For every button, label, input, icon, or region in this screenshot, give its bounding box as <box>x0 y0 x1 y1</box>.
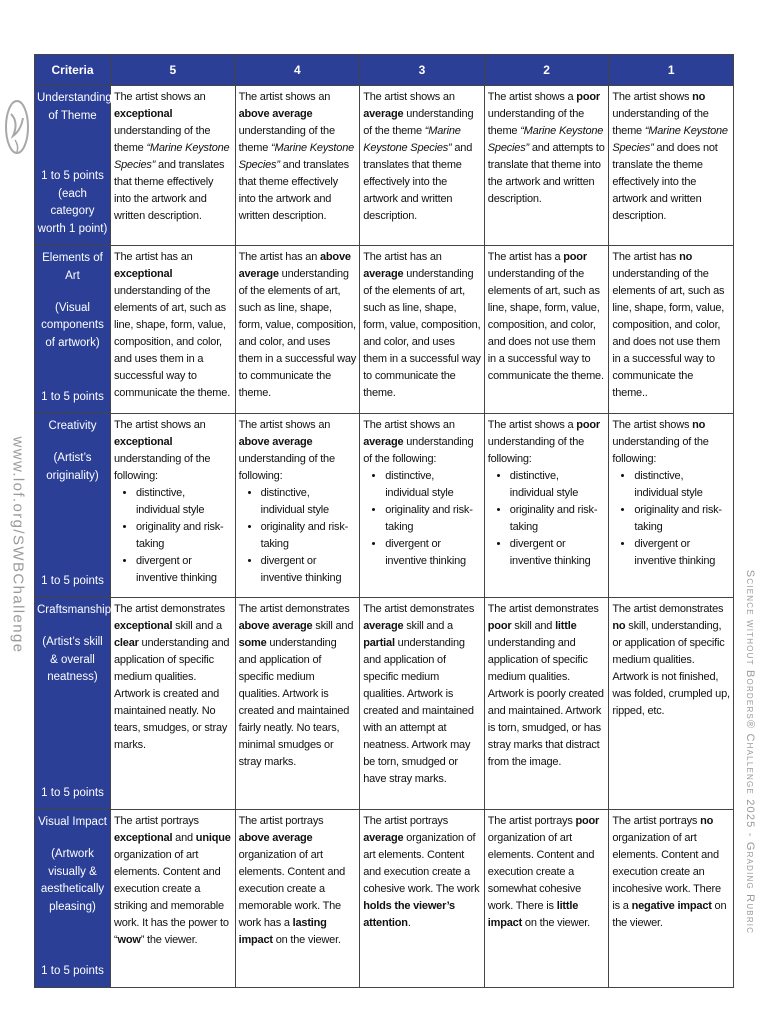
emphasis-text: little <box>555 620 577 633</box>
criteria-bullet: • originality and risk-taking <box>136 519 232 553</box>
description-text: The artist shows an <box>114 91 206 103</box>
description-text: The artist has an <box>363 251 442 263</box>
description-text: . <box>407 917 411 930</box>
emphasis-text: above average <box>238 108 313 121</box>
criteria-points: 1 to 5 points <box>41 965 104 978</box>
criteria-bullet: • originality and risk-taking <box>634 502 730 536</box>
criteria-cell <box>35 598 111 810</box>
criteria-bullet: • distinctive, individual style <box>136 485 232 519</box>
description-text: The artist has a <box>487 251 564 263</box>
score-4-description <box>235 810 360 988</box>
score-2-description <box>484 598 609 810</box>
website-url[interactable]: www.lof.org/SWBChallenge <box>9 436 27 654</box>
criteria-cell <box>35 810 111 988</box>
description-text: The artist shows a <box>487 91 577 103</box>
description-text: The artist portrays <box>487 815 576 827</box>
description-text: The artist has an <box>238 251 320 263</box>
emphasis-text: above average <box>238 436 313 449</box>
criteria-name: Elements of Art <box>42 252 103 282</box>
grading-rubric-table <box>34 54 734 988</box>
emphasis-text: average <box>363 268 404 281</box>
emphasis-text: no <box>612 620 626 633</box>
description-text: organization of art elements. Content and execution create an incohesive work. There is a <box>612 832 721 913</box>
emphasis-text: negative impact <box>631 900 712 913</box>
emphasis-text: exceptional <box>114 436 173 449</box>
criteria-name: Understanding of Theme <box>37 92 112 122</box>
description-text: understanding of the theme <box>238 125 335 155</box>
score-5-description <box>111 810 236 988</box>
emphasis-text: average <box>363 620 404 633</box>
description-text: The artist shows <box>612 419 693 431</box>
score-3-description <box>360 810 485 988</box>
criteria-name: Craftsmanship <box>37 604 112 616</box>
description-text: and translates that theme effectively into the artwork and written description. <box>114 159 225 223</box>
description-text: understanding of the theme <box>612 108 709 138</box>
description-text: understanding and application of specific medium qualities. Artwork is created and maintained neatly. No tears, smudges, or stray marks. <box>114 637 230 752</box>
emphasis-text: poor <box>576 91 600 103</box>
description-text: understanding and application of specific medium qualities. Artwork is created and maintained fairly neatly. No tears, minimal smudges or stray marks. <box>238 637 350 769</box>
score-1-description <box>609 414 734 598</box>
description-text: organization of art elements. Content and execution create a memorable work. The work has a <box>238 849 346 930</box>
description-text: The artist portrays <box>612 815 701 827</box>
criteria-bullet-list <box>114 485 232 587</box>
emphasis-text: exceptional <box>114 832 173 845</box>
criteria-bullet: • divergent or inventive thinking <box>510 536 606 570</box>
emphasis-text: exceptional <box>114 620 173 633</box>
criteria-bullet: • originality and risk-taking <box>261 519 357 553</box>
description-text: organization of art elements. Content and execution create a somewhat cohesive work. There is <box>487 832 595 913</box>
score-2-description <box>484 414 609 598</box>
description-text: on the viewer. <box>612 900 727 930</box>
description-text: and translates that theme effectively into the artwork and written description. <box>238 159 349 223</box>
score-4-description <box>235 86 360 246</box>
description-text: organization of art elements. Content and execution create a striking and memorable work. It has the power to “ <box>114 849 229 947</box>
criteria-cell <box>35 86 111 246</box>
criteria-bullet: • originality and risk-taking <box>510 502 606 536</box>
description-text: The artist demonstrates <box>114 603 225 615</box>
emphasis-text: clear <box>114 637 139 650</box>
emphasis-text: no <box>692 91 706 103</box>
description-text: The artist portrays <box>363 815 449 827</box>
description-text: understanding and application of specific medium qualities. Artwork is created and maintained with an attempt at neatness. Artwork may be torn, smudged or have stray marks. <box>363 637 474 786</box>
emphasis-text: no <box>700 815 714 827</box>
criteria-points: 1 to 5 points (each category worth 1 point) <box>37 169 108 236</box>
theme-text: “Marine Keystone Species” <box>487 125 604 155</box>
criteria-bullet: • distinctive, individual style <box>510 468 606 502</box>
theme-text: “Marine Keystone Species” <box>238 142 355 172</box>
description-text: The artist has <box>612 251 680 263</box>
score-3-description <box>360 414 485 598</box>
rubric-body <box>35 86 734 988</box>
score-2-description <box>484 246 609 414</box>
description-text: on the viewer. <box>522 917 590 930</box>
description-text: understanding of the theme <box>363 108 474 138</box>
description-text: understanding of the following: <box>114 453 211 483</box>
description-text: understanding of the elements of art, such as line, shape, form, value, composition, and color, and uses them in a successful way to communicate the theme. <box>238 268 357 400</box>
description-text: The artist shows <box>612 91 693 103</box>
emphasis-text: partial <box>363 637 395 650</box>
description-text: The artist has an <box>114 251 193 263</box>
criteria-bullet: • divergent or inventive thinking <box>136 553 232 587</box>
emphasis-text: unique <box>195 832 231 845</box>
criteria-points: 1 to 5 points <box>41 391 104 404</box>
header-score-3: 3 <box>360 55 485 86</box>
emphasis-text: some <box>238 637 267 650</box>
description-text: on the viewer. <box>272 934 341 947</box>
emphasis-text: poor <box>487 620 512 633</box>
emphasis-text: no <box>692 419 706 431</box>
theme-text: “Marine Keystone Species” <box>114 142 230 172</box>
emphasis-text: poor <box>575 815 600 827</box>
description-text: The artist demonstrates <box>612 603 724 615</box>
criteria-description: (Visual components of artwork) <box>41 301 104 350</box>
rubric-row <box>35 246 734 414</box>
criteria-bullet: • distinctive, individual style <box>634 468 730 502</box>
criteria-name: Creativity <box>48 420 97 432</box>
criteria-bullet: • divergent or inventive thinking <box>634 536 730 570</box>
criteria-bullet-list <box>612 468 730 570</box>
emphasis-text: holds the viewer’s attention <box>363 900 455 930</box>
emphasis-text: exceptional <box>114 108 173 121</box>
description-text: The artist shows an <box>114 419 206 431</box>
header-score-5: 5 <box>111 55 236 86</box>
description-text: The artist shows a <box>487 419 577 431</box>
emphasis-text: above average <box>238 251 351 281</box>
score-3-description <box>360 86 485 246</box>
theme-text: “Marine Keystone Species” <box>363 125 461 155</box>
description-text: The artist shows an <box>363 91 455 103</box>
description-text: understanding and application of specific medium qualities. Artwork is poorly created and maintained. Artwork is torn, smudged, or has stray marks that distract from the image. <box>487 637 604 769</box>
rubric-row <box>35 86 734 246</box>
criteria-points: 1 to 5 points <box>41 575 104 588</box>
score-1-description <box>609 810 734 988</box>
description-text: understanding of the following: <box>363 436 474 466</box>
emphasis-text: poor <box>576 419 600 431</box>
description-text: The artist shows an <box>238 91 331 103</box>
score-1-description <box>609 246 734 414</box>
score-4-description <box>235 598 360 810</box>
score-5-description <box>111 246 236 414</box>
emphasis-text: above average <box>238 832 313 845</box>
description-text: understanding of the following: <box>487 436 585 466</box>
score-5-description <box>111 86 236 246</box>
emphasis-text: above average <box>238 620 313 633</box>
header-score-4: 4 <box>235 55 360 86</box>
description-text: The artist portrays <box>114 815 199 827</box>
criteria-bullet-list <box>239 485 357 587</box>
rubric-row <box>35 598 734 810</box>
rubric-header <box>35 55 734 86</box>
criteria-bullet: • originality and risk-taking <box>385 502 481 536</box>
description-text: and attempts to translate that theme into the artwork and written description. <box>487 142 605 206</box>
emphasis-text: exceptional <box>114 268 173 281</box>
score-3-description <box>360 246 485 414</box>
description-text: understanding of the elements of art, such as line, shape, form, value, composition, and color, and does not use them in a successful way to communicate the theme. <box>487 268 604 383</box>
description-text: skill and <box>511 620 556 633</box>
description-text: understanding of the elements of art, such as line, shape, form, value, composition, and color, and does not use them in a successful way to communicate the theme.. <box>612 268 725 400</box>
criteria-description: (Artist’s skill & overall neatness) <box>42 635 103 684</box>
description-text: skill and <box>312 620 354 633</box>
score-2-description <box>484 86 609 246</box>
description-text: skill, understanding, or application of specific medium qualities. Artwork is not finished, was folded, crumpled up, ripped, etc. <box>612 620 730 718</box>
description-text: and <box>172 832 196 845</box>
description-text: understanding of the theme <box>487 108 585 138</box>
header-criteria: Criteria <box>35 55 111 86</box>
emphasis-text: little impact <box>487 900 579 930</box>
description-text: skill and a <box>403 620 453 633</box>
description-text: The artist demonstrates <box>363 603 475 615</box>
description-text: The artist demonstrates <box>487 603 599 615</box>
description-text: The artist portrays <box>238 815 324 827</box>
criteria-bullet: • distinctive, individual style <box>261 485 357 519</box>
description-text: and does not translate the theme effectively into the artwork and written description. <box>612 142 718 223</box>
description-text: skill and a <box>172 620 222 633</box>
rubric-row <box>35 810 734 988</box>
criteria-points: 1 to 5 points <box>41 787 104 800</box>
rubric-row <box>35 414 734 598</box>
organization-logo <box>3 96 31 158</box>
description-text: understanding of the theme <box>114 125 211 155</box>
criteria-bullet: • divergent or inventive thinking <box>385 536 481 570</box>
theme-text: “Marine Keystone Species” <box>612 125 728 155</box>
description-text: understanding of the elements of art, such as line, shape, form, value, composition, and color, and uses them in a successful way to communicate the theme. <box>114 285 231 400</box>
criteria-bullet-list <box>488 468 606 570</box>
description-text: The artist shows an <box>363 419 455 431</box>
description-text: organization of art elements. Content and execution create a cohesive work. The work <box>363 832 480 896</box>
score-1-description <box>609 86 734 246</box>
criteria-description: (Artwork visually & aesthetically pleasing) <box>40 847 105 914</box>
score-2-description <box>484 810 609 988</box>
description-text: understanding of the following: <box>612 436 709 466</box>
emphasis-text: average <box>363 832 404 845</box>
description-text: ” the viewer. <box>140 934 198 947</box>
score-5-description <box>111 598 236 810</box>
score-4-description <box>235 246 360 414</box>
criteria-bullet: • divergent or inventive thinking <box>261 553 357 587</box>
emphasis-text: wow <box>117 934 141 947</box>
emphasis-text: average <box>363 436 404 449</box>
emphasis-text: no <box>679 251 693 263</box>
document-title: Science without Borders® Challenge 2025 - Grading Rubric <box>744 569 756 935</box>
description-text: and translates that theme effectively into the artwork and written description. <box>363 142 473 223</box>
description-text: The artist demonstrates <box>238 603 350 615</box>
description-text: The artist shows an <box>238 419 331 431</box>
header-score-1: 1 <box>609 55 734 86</box>
score-5-description <box>111 414 236 598</box>
emphasis-text: average <box>363 108 404 121</box>
description-text: understanding of the elements of art, such as line, shape, form, value, composition, and color, and uses them in a successful way to communicate the theme. <box>363 268 481 400</box>
header-score-2: 2 <box>484 55 609 86</box>
emphasis-text: poor <box>563 251 587 263</box>
score-4-description <box>235 414 360 598</box>
criteria-bullet-list <box>363 468 481 570</box>
emphasis-text: lasting impact <box>238 917 327 947</box>
criteria-name: Visual Impact <box>38 816 107 828</box>
description-text: understanding of the following: <box>238 453 335 483</box>
score-3-description <box>360 598 485 810</box>
criteria-cell <box>35 414 111 598</box>
criteria-description: (Artist’s originality) <box>46 451 99 482</box>
score-1-description <box>609 598 734 810</box>
criteria-bullet: • distinctive, individual style <box>385 468 481 502</box>
criteria-cell <box>35 246 111 414</box>
